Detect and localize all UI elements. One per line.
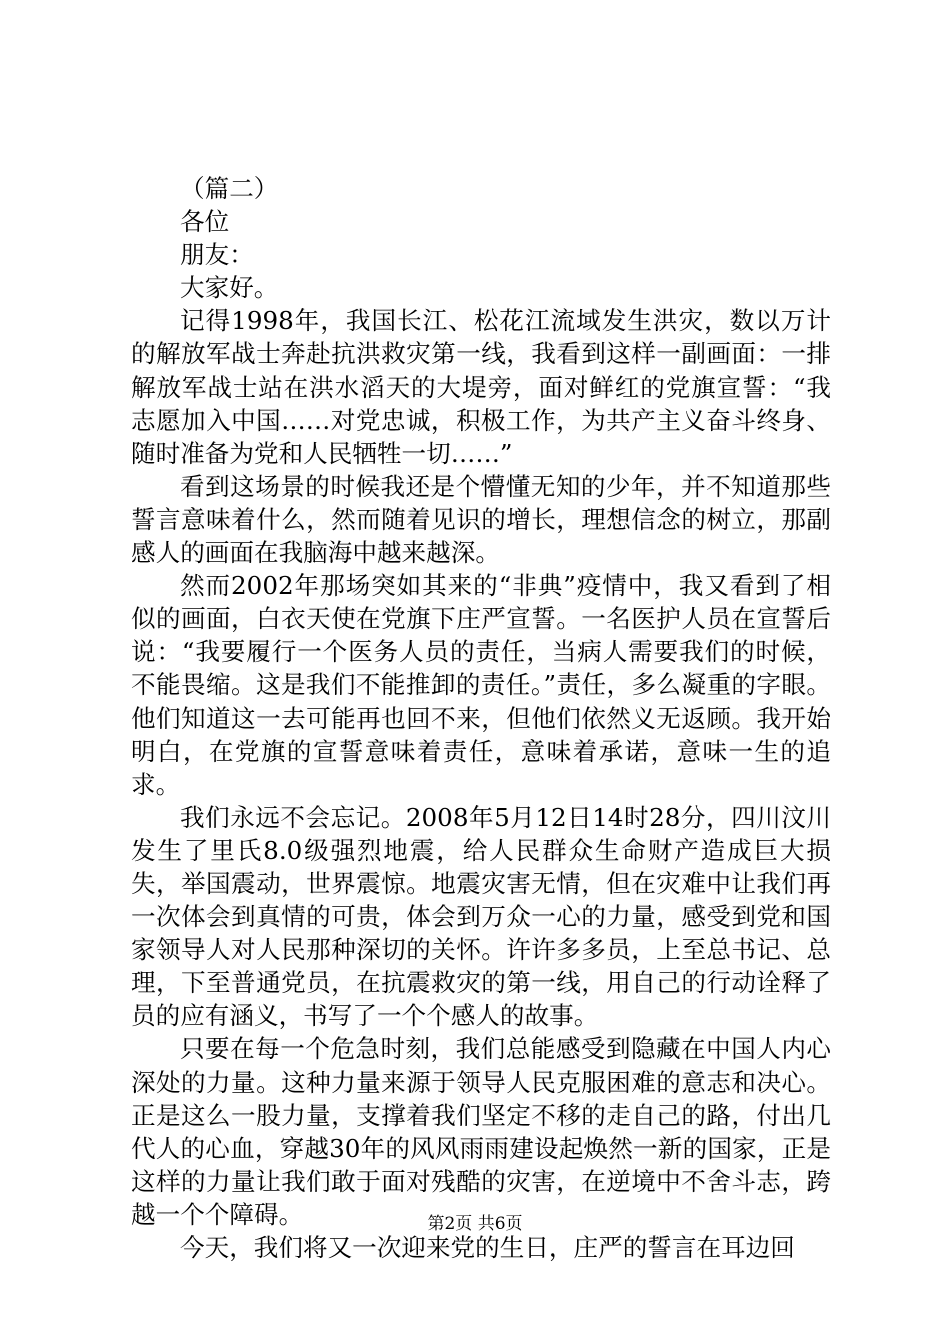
paragraph-sars: 然而2002年那场突如其来的“非典”疫情中，我又看到了相似的画面，白衣天使在党旗下庄严宣誓。一名医护人员在宣誓后说：“我要履行一个医务人员的责任，当病人需要我们的时候，不能畏缩。这是我们不能推卸的责任。”责任，多么凝重的字眼。他们知道这一去可能再也回不来，但他们依然义无返顾。我开始明白，在党旗的宣誓意味着责任，意味着承诺，意味一生的追求。: [131, 571, 831, 799]
document-body: [131, 172, 831, 1264]
page-number-footer: 第2页 共6页: [427, 1214, 523, 1234]
salutation-line-1: 各位: [180, 207, 230, 237]
greeting: 大家好。: [180, 273, 279, 303]
salutation-line-2: 朋友：: [180, 240, 254, 270]
paragraph-earthquake: 我们永远不会忘记。2008年5月12日14时28分，四川汶川发生了里氏8.0级强烈地震，给人民群众生命财产造成巨大损失，举国震动，世界震惊。地震灾害无情，但在灾难中让我们再一次体会到真情的可贵，体会到万众一心的力量，感受到党和国家领导人对人民那种深切的关怀。许许多多员，上至总书记、总理，下至普通党员，在抗震救灾的第一线，用自己的行动诠释了员的应有涵义，书写了一个个感人的故事。: [131, 802, 831, 1031]
heading-part-two: （篇二）: [180, 174, 279, 203]
paragraph-today: 今天，我们将又一次迎来党的生日，庄严的誓言在耳边回: [180, 1233, 795, 1262]
paragraph-strength: 只要在每一个危急时刻，我们总能感受到隐藏在中国人内心深处的力量。这种力量来源于领导人民克服困难的意志和决心。正是这么一股力量，支撑着我们坚定不移的走自己的路，付出几代人的心血，穿越30年的风风雨雨建设起焕然一新的国家，正是这样的力量让我们敢于面对残酷的灾害，在逆境中不舍斗志，跨越一个个障碍。: [131, 1034, 831, 1229]
paragraph-childhood: 看到这场景的时候我还是个懵懂无知的少年，并不知道那些誓言意味着什么，然而随着见识的增长，理想信念的树立，那副感人的画面在我脑海中越来越深。: [131, 471, 831, 568]
paragraph-1998-flood: 记得1998年，我国长江、松花江流域发生洪灾，数以万计的解放军战士奔赴抗洪救灾第一线，我看到这样一副画面：一排解放军战士站在洪水滔天的大堤旁，面对鲜红的党旗宣誓：“我志愿加入中国……对党忠诚，积极工作，为共产主义奋斗终身、随时准备为党和人民牺牲一切……”: [131, 306, 831, 468]
